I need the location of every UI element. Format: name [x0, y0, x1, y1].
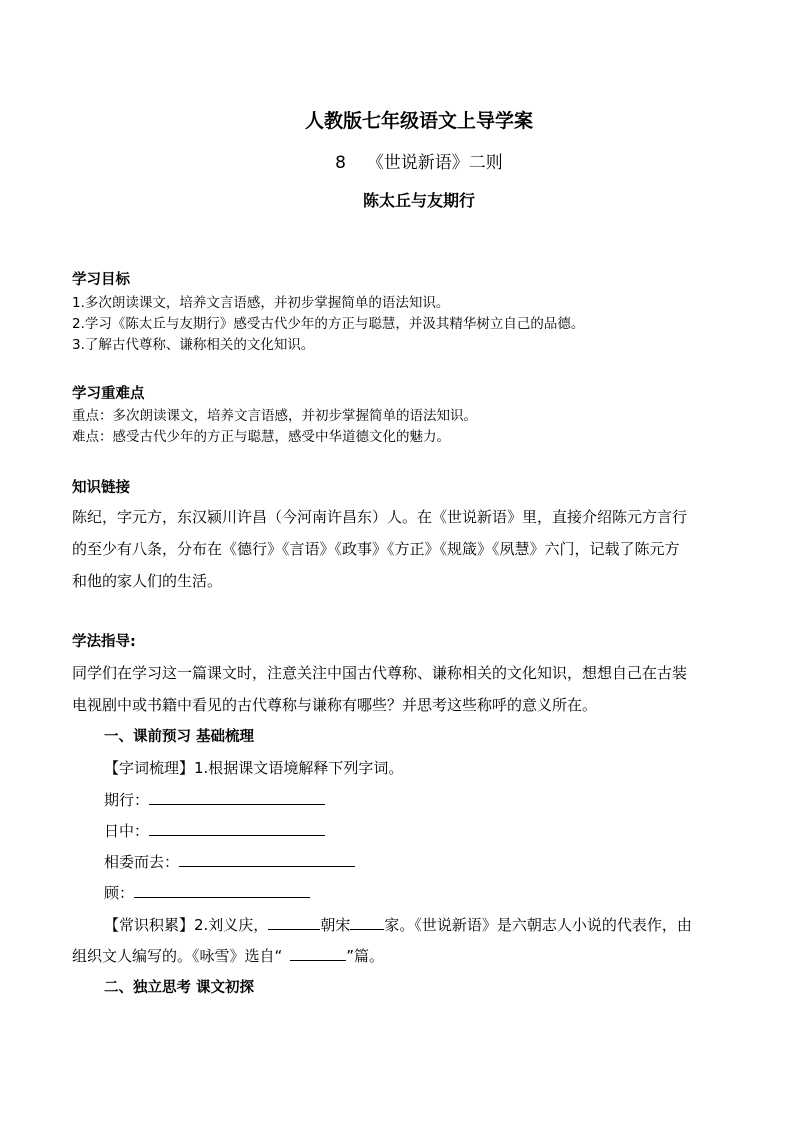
knowledge-line: 的至少有八条，分布在《德行》《言语》《政事》《方正》《规箴》《夙慧》六门，记载了陈元方 — [72, 540, 680, 558]
vocab-term: 期行： — [104, 791, 150, 809]
method-line: 同学们在学习这一篇课文时，注意关注中国古代尊称、谦称相关的文化知识，想想自己在古装 — [72, 664, 688, 682]
common-knowledge-line — [72, 940, 384, 973]
vocab-row — [104, 846, 355, 879]
common-knowledge-line — [104, 909, 692, 942]
goal-item: 1.多次朗读课文，培养文言语感，并初步掌握简单的语法知识。 — [72, 295, 450, 311]
vocab-row — [104, 877, 310, 910]
section1-heading: 一、课前预习 基础梳理 — [104, 729, 255, 745]
lesson-name: 《世说新语》二则 — [366, 153, 503, 173]
answer-blank[interactable] — [149, 821, 325, 836]
vocab-term: 日中： — [104, 822, 150, 840]
knowledge-line: 陈纪，字元方，东汉颍川许昌（今河南许昌东）人。在《世说新语》里，直接介绍陈元方言行 — [72, 508, 688, 526]
vocab-row — [104, 815, 325, 848]
vocab-row — [104, 784, 325, 817]
method-line: 电视剧中或书籍中看见的古代尊称与谦称有哪些？并思考这些称呼的意义所在。 — [72, 696, 598, 714]
goals-heading: 学习目标 — [72, 272, 130, 288]
knowledge-text: 【常识积累】2.刘义庆， — [104, 916, 269, 934]
focus-text: 重点：多次朗读课文，培养文言语感，并初步掌握简单的语法知识。 — [72, 408, 477, 424]
answer-blank[interactable] — [268, 915, 320, 930]
answer-blank[interactable] — [134, 883, 310, 898]
lesson-number: 8 — [335, 153, 346, 173]
knowledge-text: ”篇。 — [346, 947, 385, 965]
vocab-term: 顾： — [104, 884, 135, 902]
page-title: 人教版七年级语文上导学案 — [304, 110, 533, 132]
goal-item: 2.学习《陈太丘与友期行》感受古代少年的方正与聪慧，并汲其精华树立自己的品德。 — [72, 316, 585, 332]
vocab-term: 相委而去： — [104, 853, 180, 871]
difficulty-text: 难点：感受古代少年的方正与聪慧，感受中华道德文化的魅力。 — [72, 429, 450, 445]
answer-blank[interactable] — [179, 852, 355, 867]
section2-heading: 二、独立思考 课文初探 — [104, 980, 255, 996]
vocab-intro: 【字词梳理】1.根据课文语境解释下列字词。 — [104, 759, 404, 777]
answer-blank[interactable] — [290, 946, 346, 961]
keypoints-heading: 学习重难点 — [72, 386, 145, 402]
text-title: 陈太丘与友期行 — [362, 191, 475, 210]
answer-blank[interactable] — [149, 790, 325, 805]
method-heading: 学法指导: — [72, 634, 136, 650]
knowledge-text: 组织文人编写的。《咏雪》选自“ — [72, 947, 283, 965]
answer-blank[interactable] — [350, 915, 384, 930]
knowledge-text: 家。《世说新语》是六朝志人小说的代表作，由 — [384, 916, 692, 934]
knowledge-heading: 知识链接 — [72, 480, 130, 496]
knowledge-line: 和他的家人们的生活。 — [72, 572, 223, 590]
lesson-subtitle — [0, 148, 794, 173]
knowledge-text: 朝宋 — [320, 916, 351, 934]
goal-item: 3.了解古代尊称、谦称相关的文化知识。 — [72, 337, 315, 353]
